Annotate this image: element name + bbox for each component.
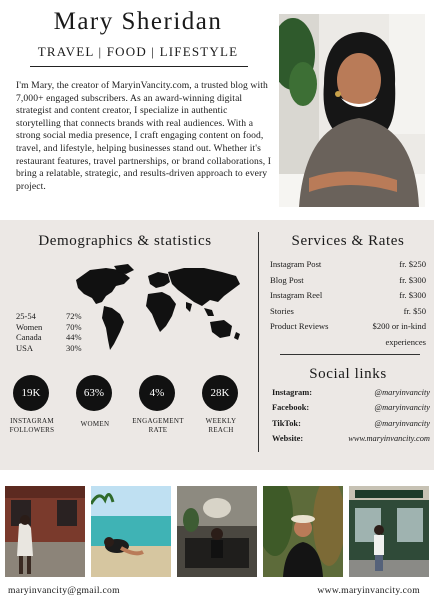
stat-women	[76, 375, 114, 411]
service-name: Instagram Post	[270, 259, 322, 269]
title-divider	[30, 66, 248, 67]
stat-label	[128, 417, 188, 434]
demo-label: 25-54	[16, 311, 36, 321]
social-platform: Facebook:	[272, 403, 310, 413]
rates-list	[270, 259, 426, 351]
stat-instagram-followers	[13, 375, 51, 411]
instagram-handle-link[interactable]: @maryinvancity	[374, 388, 430, 397]
list-item	[270, 321, 426, 337]
social-platform: Instagram:	[272, 388, 313, 397]
stat-circle: 19K	[13, 375, 49, 411]
social-platform: TikTok:	[272, 418, 301, 428]
stat-label	[191, 417, 251, 434]
service-name: Instagram Reel	[270, 290, 323, 301]
demo-label: USA	[16, 342, 34, 353]
facebook-handle-link[interactable]: @maryinvancity	[374, 403, 430, 413]
stat-label	[2, 417, 62, 434]
page-title: Mary Sheridan	[53, 8, 223, 35]
table-row	[16, 311, 82, 322]
photo-hotel-lounge	[177, 486, 257, 577]
stat-circle: 63%	[76, 375, 112, 411]
service-price: fr. $300	[399, 290, 426, 301]
service-name: Blog Post	[270, 274, 304, 285]
demo-value: 30%	[66, 342, 82, 353]
photo-beach	[91, 486, 171, 577]
demographics-table	[16, 311, 82, 353]
service-name: Product Reviews	[270, 321, 329, 332]
social-links	[272, 388, 430, 450]
table-row	[16, 343, 82, 354]
table-row	[16, 322, 82, 333]
world-map-icon	[72, 262, 244, 354]
list-item	[270, 306, 426, 322]
portrait-photo	[279, 14, 425, 207]
stat-label-line1: INSTAGRAM	[10, 417, 54, 425]
service-price: fr. $50	[403, 305, 426, 316]
social-heading: Social links	[309, 366, 387, 382]
photo-garden	[263, 486, 343, 577]
stat-label-line1: WOMEN	[80, 420, 110, 428]
email-link[interactable]: maryinvancity@gmail.com	[8, 585, 120, 596]
list-item	[272, 388, 430, 403]
photo-storefront	[349, 486, 429, 577]
service-price: fr. $300	[399, 274, 426, 285]
tiktok-handle-link[interactable]: @maryinvancity	[374, 418, 430, 428]
tagline: TRAVEL | FOOD | LIFESTYLE	[37, 44, 239, 59]
list-item	[272, 403, 430, 418]
service-price: fr. $250	[399, 259, 426, 269]
column-divider	[258, 232, 259, 452]
service-name: Stories	[270, 305, 294, 316]
services-heading: Services & Rates	[291, 233, 405, 249]
stat-circle: 4%	[139, 375, 175, 411]
stat-label-line1: ENGAGEMENT	[132, 417, 184, 425]
table-row	[16, 332, 82, 343]
social-platform: Website:	[272, 434, 304, 444]
list-item	[270, 275, 426, 291]
stat-label-line2: FOLLOWERS	[9, 425, 55, 434]
stat-label-line2: RATE	[148, 425, 168, 434]
stat-label-line1: WEEKLY	[205, 417, 237, 425]
service-price: $200 or in-kind	[372, 321, 426, 332]
service-price-continued: experiences	[385, 336, 426, 347]
stat-label-line2: REACH	[208, 425, 234, 434]
demo-value: 72%	[66, 311, 82, 321]
demo-label: Women	[16, 321, 43, 332]
list-item	[272, 434, 430, 449]
stat-weekly-reach	[202, 375, 240, 411]
photo-brick-building	[5, 486, 85, 577]
demo-value: 70%	[66, 321, 82, 332]
website-link[interactable]: www.maryinvancity.com	[348, 434, 430, 444]
list-item	[272, 419, 430, 434]
demo-value: 44%	[66, 332, 82, 342]
list-item	[270, 290, 426, 306]
website-footer-link[interactable]: www.maryinvancity.com	[317, 585, 420, 596]
demographics-heading: Demographics & statistics	[38, 233, 212, 249]
stat-circle: 28K	[202, 375, 238, 411]
demo-label: Canada	[16, 332, 42, 342]
services-divider	[280, 354, 420, 355]
list-item	[270, 259, 426, 275]
stat-label	[65, 420, 125, 429]
bio-paragraph: I'm Mary, the creator of MaryinVancity.com, a trusted blog with 7,000+ engaged subscribers. As an award-winning digital strategist and content creator, I specialize in authentic storytelling that connects brands with real audiences. With a strong social media presence, I craft engaging content on food, travel, and lifestyle, helping businesses stand out. Whether it's restaurant features, travel partnerships, or brand collaborations, I bring a relatable, strategic, and results-driven approach to every project.	[16, 80, 272, 192]
stat-engagement-rate	[139, 375, 177, 411]
